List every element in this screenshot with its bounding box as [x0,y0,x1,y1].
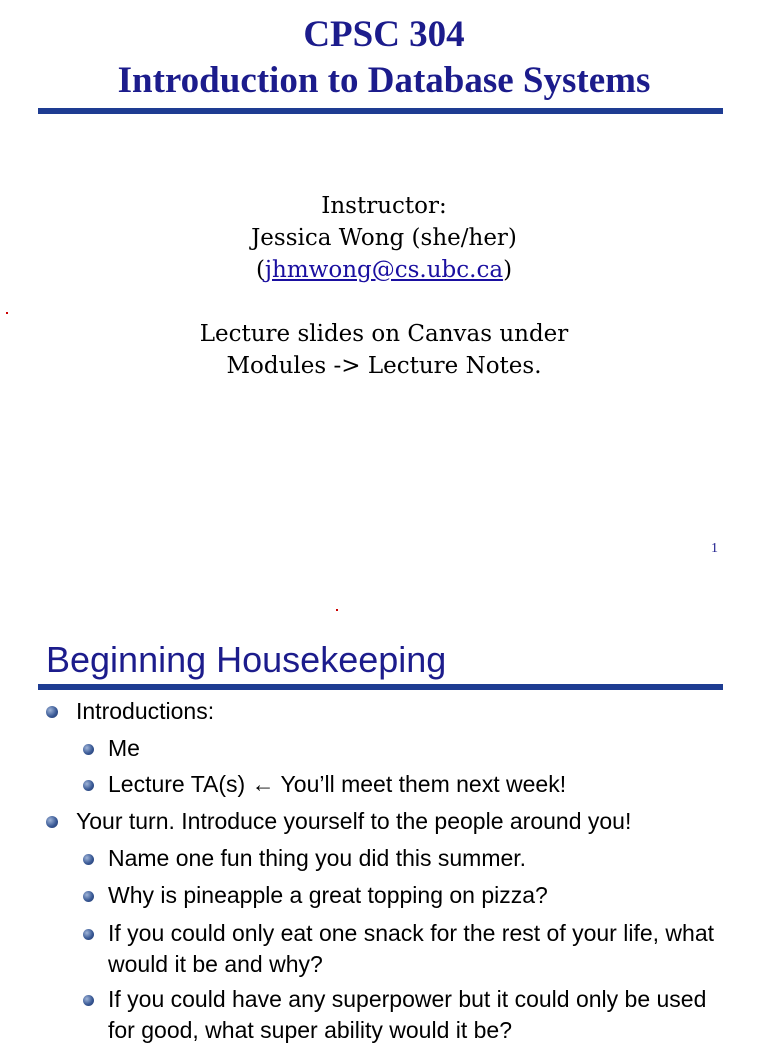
slides-note-line2: Modules -> Lecture Notes. [226,353,542,379]
bullet-icon [83,744,94,755]
bullet-icon [46,816,58,828]
sub-bullet-item [108,733,728,764]
instructor-label: Instructor: [321,193,447,219]
bullet-item [76,696,214,727]
bullet-text: Name one fun thing you did this summer. [108,845,527,871]
paren-close: ) [503,257,513,283]
course-name: Introduction to Database Systems [117,60,651,101]
bullet-text: If you could only eat one snack for the rest of your life, what would it be and why? [108,920,714,977]
bullet-item [76,806,631,837]
paren-open: ( [255,257,265,283]
instructor-email-line [0,254,768,286]
bullet-text: Your turn. Introduce yourself to the people around you! [76,808,632,834]
sub-bullet-item [108,880,728,911]
sub-bullet-item [108,918,728,980]
sub-bullet-item [108,843,728,874]
title-divider [38,108,723,114]
slide-title [0,12,768,104]
stray-mark [336,609,338,611]
bullet-text: Introductions: [76,698,215,724]
bullet-icon [83,891,94,902]
slide-2-title: Beginning Housekeeping [46,639,447,680]
bullet-icon [83,780,94,791]
sub-bullet-item [108,984,728,1046]
stray-mark [6,312,8,314]
email-link[interactable]: jhmwong@cs.ubc.ca [264,257,504,283]
title-divider [38,684,723,690]
bullet-text: Why is pineapple a great topping on pizza? [108,882,548,908]
slides-note-line1: Lecture slides on Canvas under [199,321,569,347]
bullet-icon [83,854,94,865]
bullet-text: Lecture TA(s) ← You’ll meet them next week! [108,771,567,797]
page-number: 1 [711,541,718,556]
instructor-name: Jessica Wong (she/her) [251,225,517,251]
course-code: CPSC 304 [303,14,465,55]
sub-bullet-item [108,769,728,800]
instructor-info [0,190,768,382]
bullet-icon [83,929,94,940]
bullet-text: If you could have any superpower but it could only be used for good, what super ability would it be? [108,986,707,1043]
bullet-icon [83,995,94,1006]
bullet-icon [46,706,58,718]
bullet-text: Me [108,735,140,761]
